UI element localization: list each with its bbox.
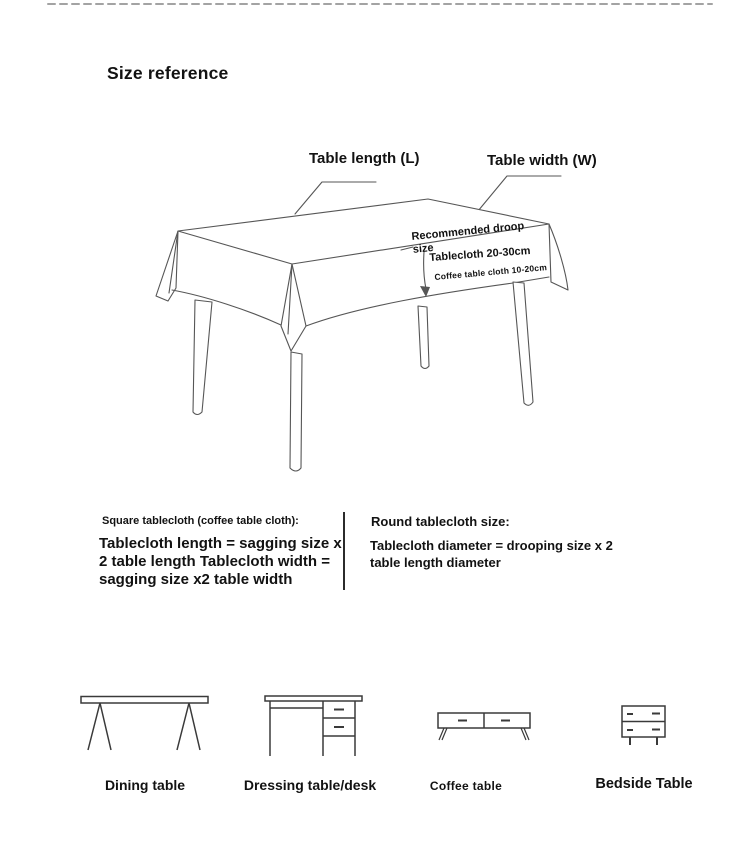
droop-tick-line bbox=[401, 247, 413, 250]
square-formula-line: Tablecloth length = sagging size x bbox=[99, 535, 342, 552]
right-corner-drape bbox=[549, 224, 568, 290]
round-formula-line: table length diameter bbox=[370, 554, 501, 570]
table-leg-back-middle bbox=[418, 306, 429, 369]
page-title: Size reference bbox=[107, 63, 229, 83]
square-formula-line: 2 table length Tablecloth width = bbox=[99, 553, 330, 570]
coffee-table-label: Coffee table bbox=[429, 779, 503, 793]
front-left-hem bbox=[172, 290, 281, 325]
droop-arrow-head bbox=[420, 286, 430, 297]
table-leg-front-center bbox=[290, 352, 302, 471]
table-leg-right bbox=[513, 282, 533, 405]
width-leader-line bbox=[478, 176, 561, 211]
tablecloth-droop-note: Tablecloth 20-30cm bbox=[429, 244, 531, 264]
round-tablecloth-formula bbox=[371, 514, 613, 571]
front-corner-drape bbox=[281, 264, 306, 351]
round-formula-heading: Round tablecloth size: bbox=[371, 514, 510, 529]
coffee-table-icon bbox=[434, 709, 534, 745]
table-leg-front-left bbox=[193, 300, 212, 415]
coffee-droop-note: Coffee table cloth 10-20cm bbox=[434, 262, 548, 282]
round-formula-body bbox=[370, 538, 613, 571]
round-formula-line: Tablecloth diameter = drooping size x 2 bbox=[370, 538, 613, 553]
dining-table-icon bbox=[78, 694, 212, 752]
formula-section-divider bbox=[343, 512, 345, 590]
desk-label: Dressing table/desk bbox=[243, 777, 377, 793]
dining-table-label: Dining table bbox=[104, 777, 186, 793]
table-length-label: Table length (L) bbox=[309, 150, 420, 167]
square-formula-heading: Square tablecloth (coffee table cloth): bbox=[102, 515, 299, 527]
square-formula-line: sagging size x2 table width bbox=[99, 571, 293, 588]
droop-arrow-shaft bbox=[424, 252, 426, 289]
bedside-table-label: Bedside Table bbox=[595, 776, 693, 792]
table-width-label: Table width (W) bbox=[487, 152, 597, 169]
droop-note: Recommended droop size bbox=[411, 220, 525, 256]
bedside-table-icon bbox=[616, 702, 670, 748]
square-tablecloth-formula bbox=[99, 515, 342, 589]
desk-icon bbox=[260, 694, 370, 758]
square-formula-body bbox=[99, 535, 342, 589]
